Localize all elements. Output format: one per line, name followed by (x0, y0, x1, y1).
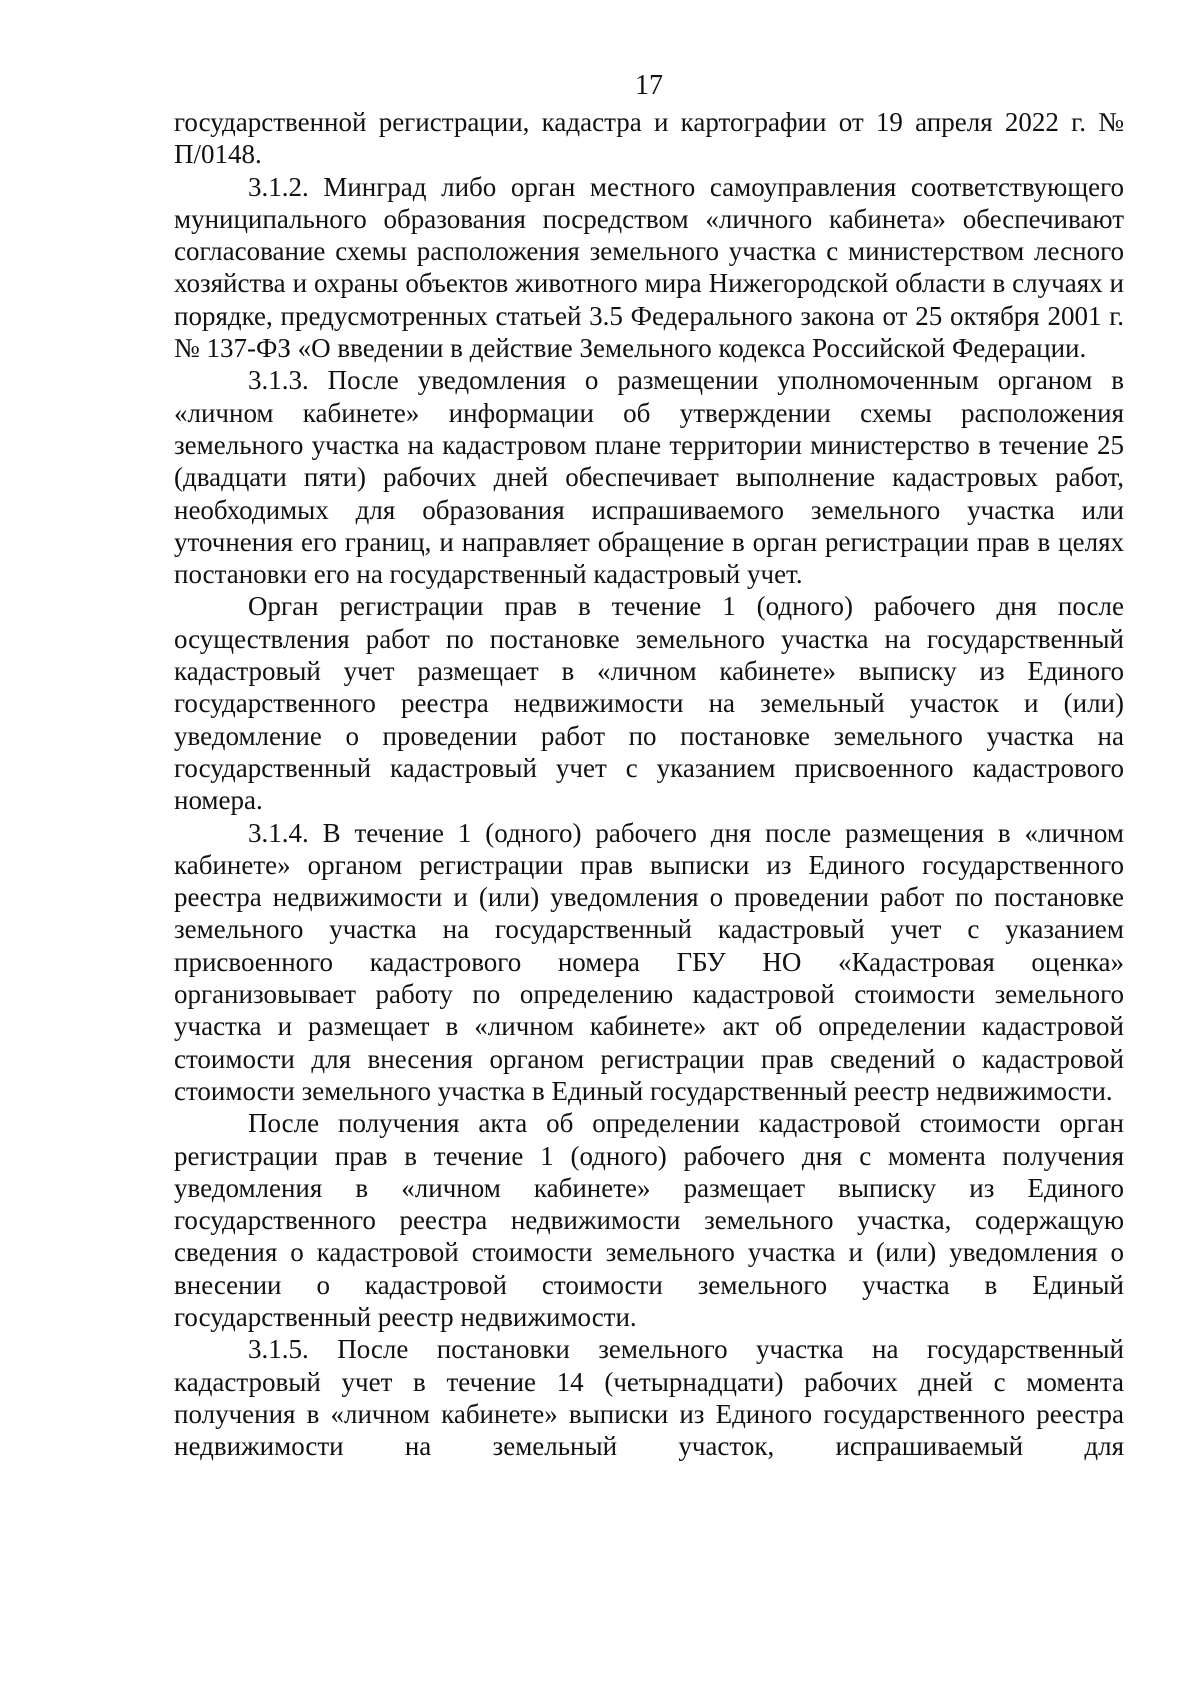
paragraph-3-1-4: 3.1.4. В течение 1 (одного) рабочего дня после размещения в «личном кабинете» органом регистрации прав выписки из Единого государственного реестра недвижимости и (или) уведомления о проведении работ по постановке земельного участка на государственный кадастровый учет с указанием присвоенного кадастрового номера ГБУ НО «Кадастровая оценка» организовывает работу по определению кадастровой стоимости земельного участка и размещает в «личном кабинете» акт об определении кадастровой стоимости для внесения органом регистрации прав сведений о кадастровой стоимости земельного участка в Единый государственный реестр недвижимости. (174, 817, 1124, 1106)
paragraph-registration-body: Орган регистрации прав в течение 1 (одного) рабочего дня после осуществления работ по постановке земельного участка на государственный кадастровый учет размещает в «личном кабинете» выписку из Единого государственного реестра недвижимости на земельный участок и (или) уведомление о проведении работ по постановке земельного участка на государственный кадастровый учет с указанием присвоенного кадастрового номера. (174, 591, 1124, 816)
paragraph-after-act: После получения акта об определении кадастровой стоимости орган регистрации прав в течение 1 (одного) рабочего дня с момента получения уведомления в «личном кабинете» размещает выписку из Единого государственного реестра недвижимости земельного участка, содержащую сведения о кадастровой стоимости земельного участка и (или) уведомления о внесении о кадастровой стоимости земельного участка в Единый государственный реестр недвижимости. (174, 1108, 1124, 1332)
document-page (174, 70, 1124, 1670)
paragraph-3-1-5: 3.1.5. После постановки земельного участка на государственный кадастровый учет в течение 14 (четырнадцати) рабочих дней с момента получения в «личном кабинете» выписки из Единого государственного реестра недвижимости на земельный участок, испрашиваемый для (174, 1334, 1124, 1462)
paragraph-continuation: государственной регистрации, кадастра и картографии от 19 апреля 2022 г. № П/0148. (174, 107, 1124, 170)
paragraph-3-1-3: 3.1.3. После уведомления о размещении уполномоченным органом в «личном кабинете» информации об утверждении схемы расположения земельного участка на кадастровом плане территории министерство в течение 25 (двадцати пяти) рабочих дней обеспечивает выполнение кадастровых работ, необходимых для образования испрашиваемого земельного участка или уточнения его границ, и направляет обращение в орган регистрации прав в целях постановки его на государственный кадастровый учет. (174, 365, 1124, 590)
paragraph-3-1-2: 3.1.2. Минград либо орган местного самоуправления соответствующего муниципального образования посредством «личного кабинета» обеспечивают согласование схемы расположения земельного участка с министерством лесного хозяйства и охраны объектов животного мира Нижегородской области в случаях и порядке, предусмотренных статьей 3.5 Федерального закона от 25 октября 2001 г. № 137-ФЗ «О введении в действие Земельного кодекса Российской Федерации. (174, 171, 1124, 364)
page-number: 17 (635, 70, 663, 101)
